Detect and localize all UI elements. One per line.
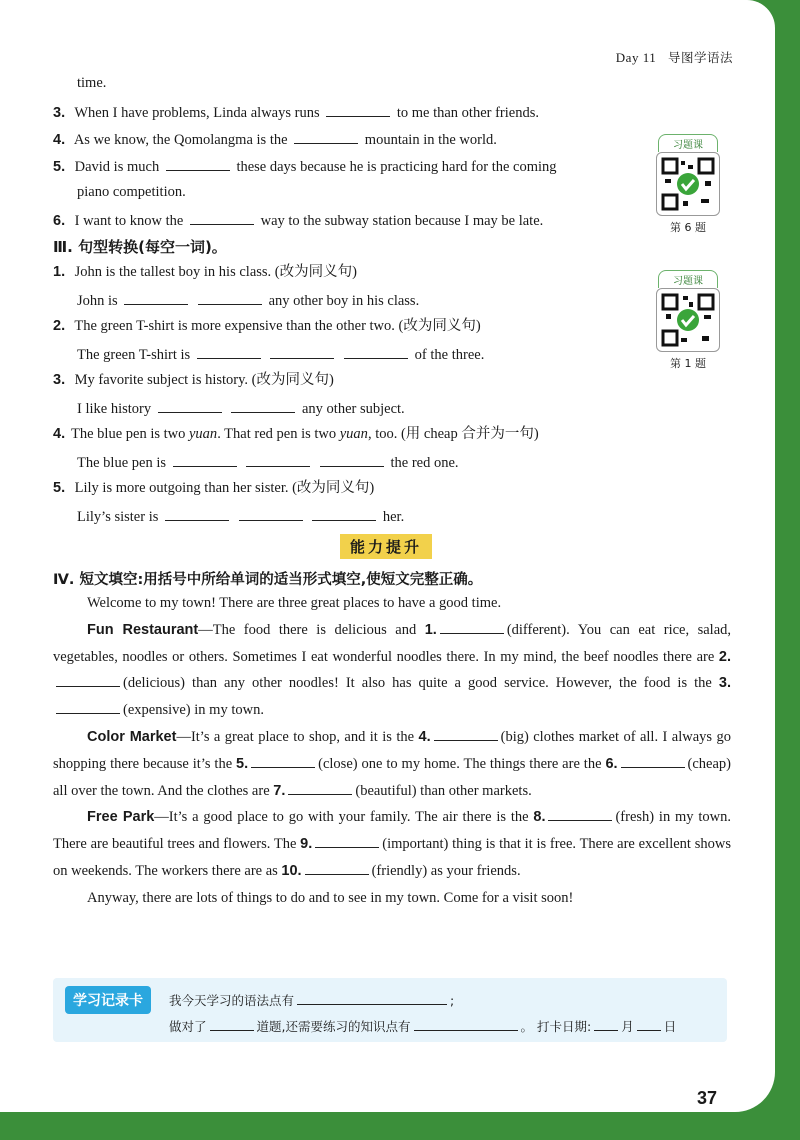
qr-code-icon[interactable] [656,152,720,216]
qr-caption: 第 1 题 [670,357,706,370]
answer-blank[interactable] [158,398,222,413]
header-day: Day 11 [615,50,657,65]
answer-blank[interactable] [440,619,504,634]
qr-caption: 第 6 题 [670,221,706,234]
qr-tag: 习题课 [658,270,718,288]
page-header [608,48,733,66]
answer-blank[interactable] [288,780,352,795]
answer-blank[interactable] [190,210,254,225]
qr-tag: 习题课 [658,134,718,152]
answer-blank[interactable] [56,672,120,687]
record-line-2: 做对了 道题,还需要练习的知识点有 。 打卡日期: 月 日 [169,1016,676,1035]
passage-closing: Anyway, there are lots of things to do and to see in my town. Come for a visit soon! [87,889,574,906]
part3-item-5-prompt: 5. Lily is more outgoing than her sister. (改为同义句) [53,480,375,496]
page-number: 37 [696,1088,717,1108]
part2-item-6: 6. I want to know the way to the subway station because I may be late. [53,210,543,230]
answer-blank[interactable] [312,506,376,521]
part2-item-4: 4. As we know, the Qomolangma is the mountain in the world. [53,129,497,149]
answer-blank[interactable] [320,452,384,467]
answer-blank[interactable] [434,726,498,741]
record-line-1: 我今天学习的语法点有 ; [169,990,454,1009]
part3-item-4-prompt: 4. The blue pen is two yuan. That red pen is two yuan, too. (用 cheap 合并为一句) [53,426,539,442]
answer-blank[interactable] [294,129,358,144]
answer-blank[interactable] [239,506,303,521]
answer-blank[interactable] [326,102,390,117]
header-topic: 导图学语法 [667,50,733,65]
part3-item-5-answer: Lily’s sister is her. [77,506,404,526]
answer-blank[interactable] [231,398,295,413]
part3-item-4-answer: The blue pen is the red one. [77,452,459,472]
month-field[interactable] [594,1016,618,1031]
answer-blank[interactable] [165,506,229,521]
qr-code-card-1[interactable] [652,134,724,235]
answer-blank[interactable] [270,344,334,359]
passage-intro: Welcome to my town! There are three great places to have a good time. [87,595,502,611]
section-3-title: Ⅲ. 句型转换(每空一词)。 [53,238,227,256]
grammar-points-field[interactable] [297,990,447,1005]
answer-blank[interactable] [124,290,188,305]
part3-item-1-answer: John is any other boy in his class. [77,290,419,310]
passage-paragraph-2: Color Market—It’s a great place to shop, and it is the 4. (big) clothes market of all. I always go shopping there because it’s the 5. (close) one to my home. The things there are the 6. (cheap) all over the town. And the clothes are 7. (beautiful) than other markets. [53,724,731,804]
qr-code-icon[interactable] [656,288,720,352]
answer-blank[interactable] [173,452,237,467]
part3-item-3-answer: I like history any other subject. [77,398,405,418]
part3-item-3-prompt: 3. My favorite subject is history. (改为同义句) [53,372,334,388]
answer-blank[interactable] [166,156,230,171]
answer-blank[interactable] [315,833,379,848]
answer-blank[interactable] [251,753,315,768]
answer-blank[interactable] [548,806,612,821]
passage [53,590,731,912]
section-4-title: Ⅳ. 短文填空:用括号中所给单词的适当形式填空,使短文完整正确。 [53,572,483,588]
answer-blank[interactable] [198,290,262,305]
day-field[interactable] [637,1016,661,1031]
answer-blank[interactable] [246,452,310,467]
practice-points-field[interactable] [414,1016,518,1031]
passage-paragraph-1: Fun Restaurant—The food there is delicious and 1. (different). You can eat rice, salad, vegetables, noodles or others. Sometimes I eat wonderful noodles there. In my mind, the beef noodles there are 2.(delicious) than any other noodles! It also has quite a good service. However, the food is the 3.(expensive) in my town. [53,617,731,724]
answer-blank[interactable] [197,344,261,359]
answer-blank[interactable] [305,860,369,875]
passage-paragraph-3: Free Park—It’s a good place to go with your family. The air there is the 8. (fresh) in my town. There are beautiful trees and flowers. The 9. (important) thing is that it is free. There are excellent shows on weekends. The workers there are as 10. (friendly) as your friends. [53,804,731,884]
part3-item-2-prompt: 2. The green T-shirt is more expensive than the other two. (改为同义句) [53,318,481,334]
ability-banner: 能力提升 [340,534,432,559]
answer-blank[interactable] [344,344,408,359]
part2-item-5-cont: piano competition. [77,184,186,200]
study-record-card [53,978,727,1042]
part3-item-2-answer: The green T-shirt is of the three. [77,344,484,364]
part2-item-3: 3. When I have problems, Linda always runs to me than other friends. [53,102,539,122]
qr-code-card-2[interactable] [652,270,724,371]
study-record-label: 学习记录卡 [65,986,151,1014]
answer-blank[interactable] [56,699,120,714]
part3-item-1-prompt: 1. John is the tallest boy in his class. (改为同义句) [53,264,357,280]
part2-item-5: 5. David is much these days because he is practicing hard for the coming [53,156,557,176]
part2-item-2-tail: time. [77,75,107,91]
correct-count-field[interactable] [210,1016,254,1031]
answer-blank[interactable] [621,753,685,768]
